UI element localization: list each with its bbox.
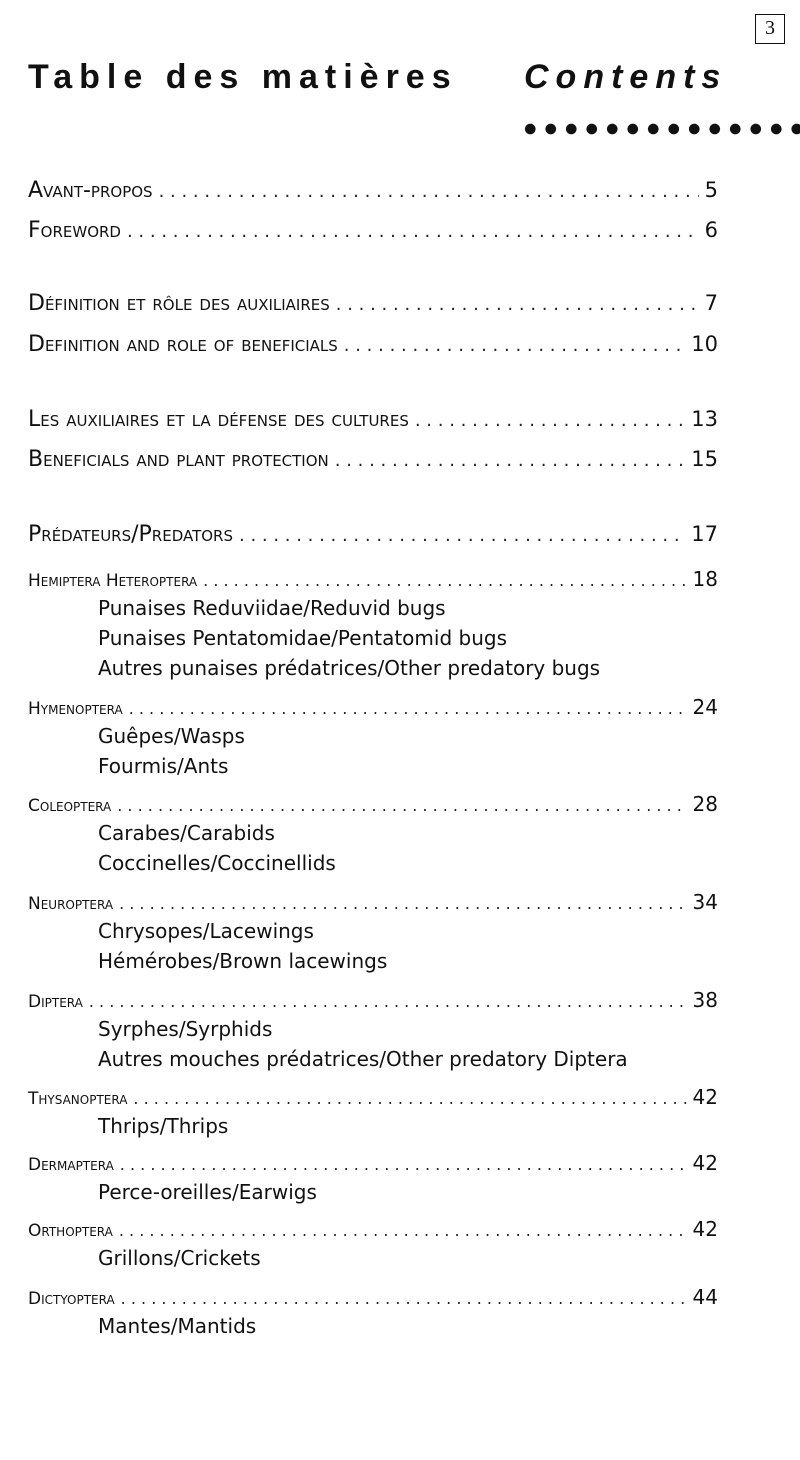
toc-entry-label: Prédateurs/Predators xyxy=(28,522,233,547)
toc-order-label: Hymenoptera xyxy=(28,699,123,719)
toc-order-page: 34 xyxy=(692,890,718,914)
dot-leader xyxy=(133,1089,686,1108)
toc-order-label: Orthoptera xyxy=(28,1221,113,1241)
toc-order-hemiptera[interactable] xyxy=(28,567,718,591)
toc-entry-avant-propos[interactable] xyxy=(28,178,718,203)
toc-order-label: Thysanoptera xyxy=(28,1089,128,1109)
toc-entry-label: Avant-propos xyxy=(28,178,153,203)
dot-leader xyxy=(239,525,685,546)
dot-leader xyxy=(127,221,699,242)
toc-entry-defense-fr[interactable] xyxy=(28,407,718,432)
toc-subentry[interactable]: Hémérobes/Brown lacewings xyxy=(98,949,388,973)
toc-entry-protection-en[interactable] xyxy=(28,447,718,472)
toc-order-label: Dictyoptera xyxy=(28,1289,115,1309)
toc-entry-definition-fr[interactable] xyxy=(28,291,718,316)
toc-order-dictyoptera[interactable] xyxy=(28,1285,718,1309)
toc-order-orthoptera[interactable] xyxy=(28,1217,718,1241)
toc-order-page: 44 xyxy=(692,1285,718,1309)
toc-entry-definition-en[interactable] xyxy=(28,332,718,357)
toc-entry-foreword[interactable] xyxy=(28,218,718,243)
toc-order-page: 28 xyxy=(692,792,718,816)
dot-leader xyxy=(117,796,686,815)
toc-order-diptera[interactable] xyxy=(28,988,718,1012)
toc-entry-label: Definition and role of beneficials xyxy=(28,332,338,357)
toc-subentry[interactable]: Punaises Pentatomidae/Pentatomid bugs xyxy=(98,626,507,650)
toc-subentry[interactable]: Perce-oreilles/Earwigs xyxy=(98,1180,317,1204)
dot-leader xyxy=(120,1155,687,1174)
decorative-bullet-row xyxy=(520,122,800,136)
toc-order-hymenoptera[interactable] xyxy=(28,695,718,719)
toc-subentry[interactable]: Coccinelles/Coccinellids xyxy=(98,851,336,875)
toc-order-label: Dermaptera xyxy=(28,1155,114,1175)
title-french: Table des matières xyxy=(28,58,458,96)
toc-entry-page: 17 xyxy=(691,522,718,546)
toc-subentry[interactable]: Guêpes/Wasps xyxy=(98,724,245,748)
toc-order-label: Hemiptera Heteroptera xyxy=(28,571,198,591)
toc-order-page: 24 xyxy=(692,695,718,719)
toc-subentry[interactable]: Chrysopes/Lacewings xyxy=(98,919,314,943)
page-number: 3 xyxy=(755,14,785,44)
toc-subentry[interactable]: Autres mouches prédatrices/Other predatory Diptera xyxy=(98,1047,628,1071)
dot-leader xyxy=(121,1289,687,1308)
toc-entry-label: Définition et rôle des auxiliaires xyxy=(28,291,330,316)
toc-entry-page: 6 xyxy=(704,218,718,242)
toc-entry-label: Foreword xyxy=(28,218,121,243)
toc-subentry[interactable]: Fourmis/Ants xyxy=(98,754,229,778)
toc-order-page: 42 xyxy=(692,1085,718,1109)
toc-entry-page: 7 xyxy=(704,291,718,315)
toc-entry-label: Beneficials and plant protection xyxy=(28,447,329,472)
toc-order-label: Diptera xyxy=(28,992,83,1012)
dot-leader xyxy=(129,699,687,718)
dot-leader xyxy=(344,335,685,356)
toc-subentry[interactable]: Syrphes/Syrphids xyxy=(98,1017,273,1041)
toc-subentry[interactable]: Mantes/Mantids xyxy=(98,1314,257,1338)
toc-order-dermaptera[interactable] xyxy=(28,1151,718,1175)
toc-subentry[interactable]: Carabes/Carabids xyxy=(98,821,275,845)
toc-order-page: 42 xyxy=(692,1151,718,1175)
toc-subentry[interactable]: Grillons/Crickets xyxy=(98,1246,261,1270)
toc-order-label: Neuroptera xyxy=(28,894,114,914)
toc-entry-page: 15 xyxy=(691,447,718,471)
toc-order-label: Coleoptera xyxy=(28,796,112,816)
toc-entry-page: 13 xyxy=(691,407,718,431)
toc-subentry[interactable]: Punaises Reduviidae/Reduvid bugs xyxy=(98,596,446,620)
toc-entry-label: Les auxiliaires et la défense des cultures xyxy=(28,407,409,432)
dot-leader xyxy=(335,450,686,471)
dot-leader xyxy=(336,294,699,315)
toc-order-thysanoptera[interactable] xyxy=(28,1085,718,1109)
dot-leader xyxy=(415,410,685,431)
toc-entry-page: 5 xyxy=(704,178,718,202)
title-english: Contents xyxy=(524,58,728,96)
toc-order-coleoptera[interactable] xyxy=(28,792,718,816)
toc-order-page: 18 xyxy=(692,567,718,591)
dot-leader xyxy=(119,894,686,913)
dot-leader xyxy=(203,571,686,590)
toc-entry-predators[interactable] xyxy=(28,522,718,547)
toc-subentry[interactable]: Autres punaises prédatrices/Other predatory bugs xyxy=(98,656,601,680)
dot-leader xyxy=(119,1221,687,1240)
toc-order-page: 42 xyxy=(692,1217,718,1241)
toc-entry-page: 10 xyxy=(691,332,718,356)
toc-order-page: 38 xyxy=(692,988,718,1012)
dot-leader xyxy=(89,992,687,1011)
toc-order-neuroptera[interactable] xyxy=(28,890,718,914)
dot-leader xyxy=(159,181,699,202)
toc-subentry[interactable]: Thrips/Thrips xyxy=(98,1114,229,1138)
